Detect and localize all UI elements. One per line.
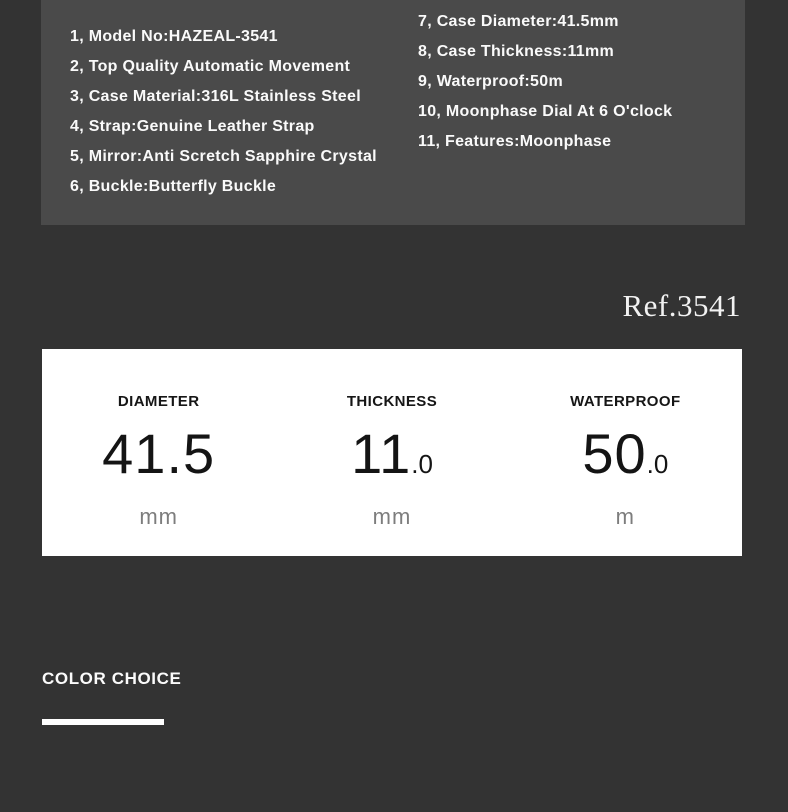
spec-line-2: 2, Top Quality Automatic Movement: [70, 58, 351, 75]
spec-line-1: 1, Model No:HAZEAL-3541: [70, 28, 278, 45]
spec-line-5: 5, Mirror:Anti Scretch Sapphire Crystal: [70, 148, 377, 165]
metric-diameter-value: [102, 422, 216, 490]
spec-line-11: 11, Features:Moonphase: [418, 133, 612, 150]
spec-line-8: 8, Case Thickness:11mm: [418, 43, 615, 60]
spec-panel: [41, 0, 745, 225]
metric-thickness-label: THICKNESS: [346, 393, 438, 410]
metric-diameter: [42, 349, 275, 556]
spec-line-10: 10, Moonphase Dial At 6 O'clock: [418, 103, 673, 120]
metric-waterproof-value: [582, 422, 669, 490]
spec-line-9: 9, Waterproof:50m: [418, 73, 563, 90]
metric-thickness-value: [351, 422, 433, 490]
metric-waterproof-label: WATERPROOF: [570, 393, 681, 410]
metric-diameter-value-main: 41.5: [102, 422, 216, 485]
spec-line-3: 3, Case Material:316L Stainless Steel: [70, 88, 361, 105]
metric-thickness-unit: mm: [372, 504, 412, 529]
color-choice-underline: [42, 719, 164, 725]
metric-thickness: [275, 349, 508, 556]
spec-line-6: 6, Buckle:Butterfly Buckle: [70, 178, 277, 195]
color-choice-heading: COLOR CHOICE: [42, 669, 182, 688]
metric-waterproof: [509, 349, 742, 556]
metric-thickness-value-main: 11: [351, 422, 412, 485]
metric-thickness-value-decimal: .0: [411, 449, 433, 479]
metric-waterproof-value-main: 50: [582, 422, 647, 485]
spec-column-right: [418, 0, 672, 157]
spec-line-4: 4, Strap:Genuine Leather Strap: [70, 118, 315, 135]
metric-waterproof-value-decimal: .0: [646, 449, 669, 479]
metric-diameter-unit: mm: [139, 504, 178, 529]
spec-column-left: [70, 0, 377, 202]
metrics-card: [42, 349, 742, 556]
spec-line-7: 7, Case Diameter:41.5mm: [418, 13, 619, 30]
reference-number: Ref.3541: [622, 288, 741, 323]
metric-diameter-label: DIAMETER: [117, 393, 200, 410]
metric-waterproof-unit: m: [615, 504, 635, 529]
